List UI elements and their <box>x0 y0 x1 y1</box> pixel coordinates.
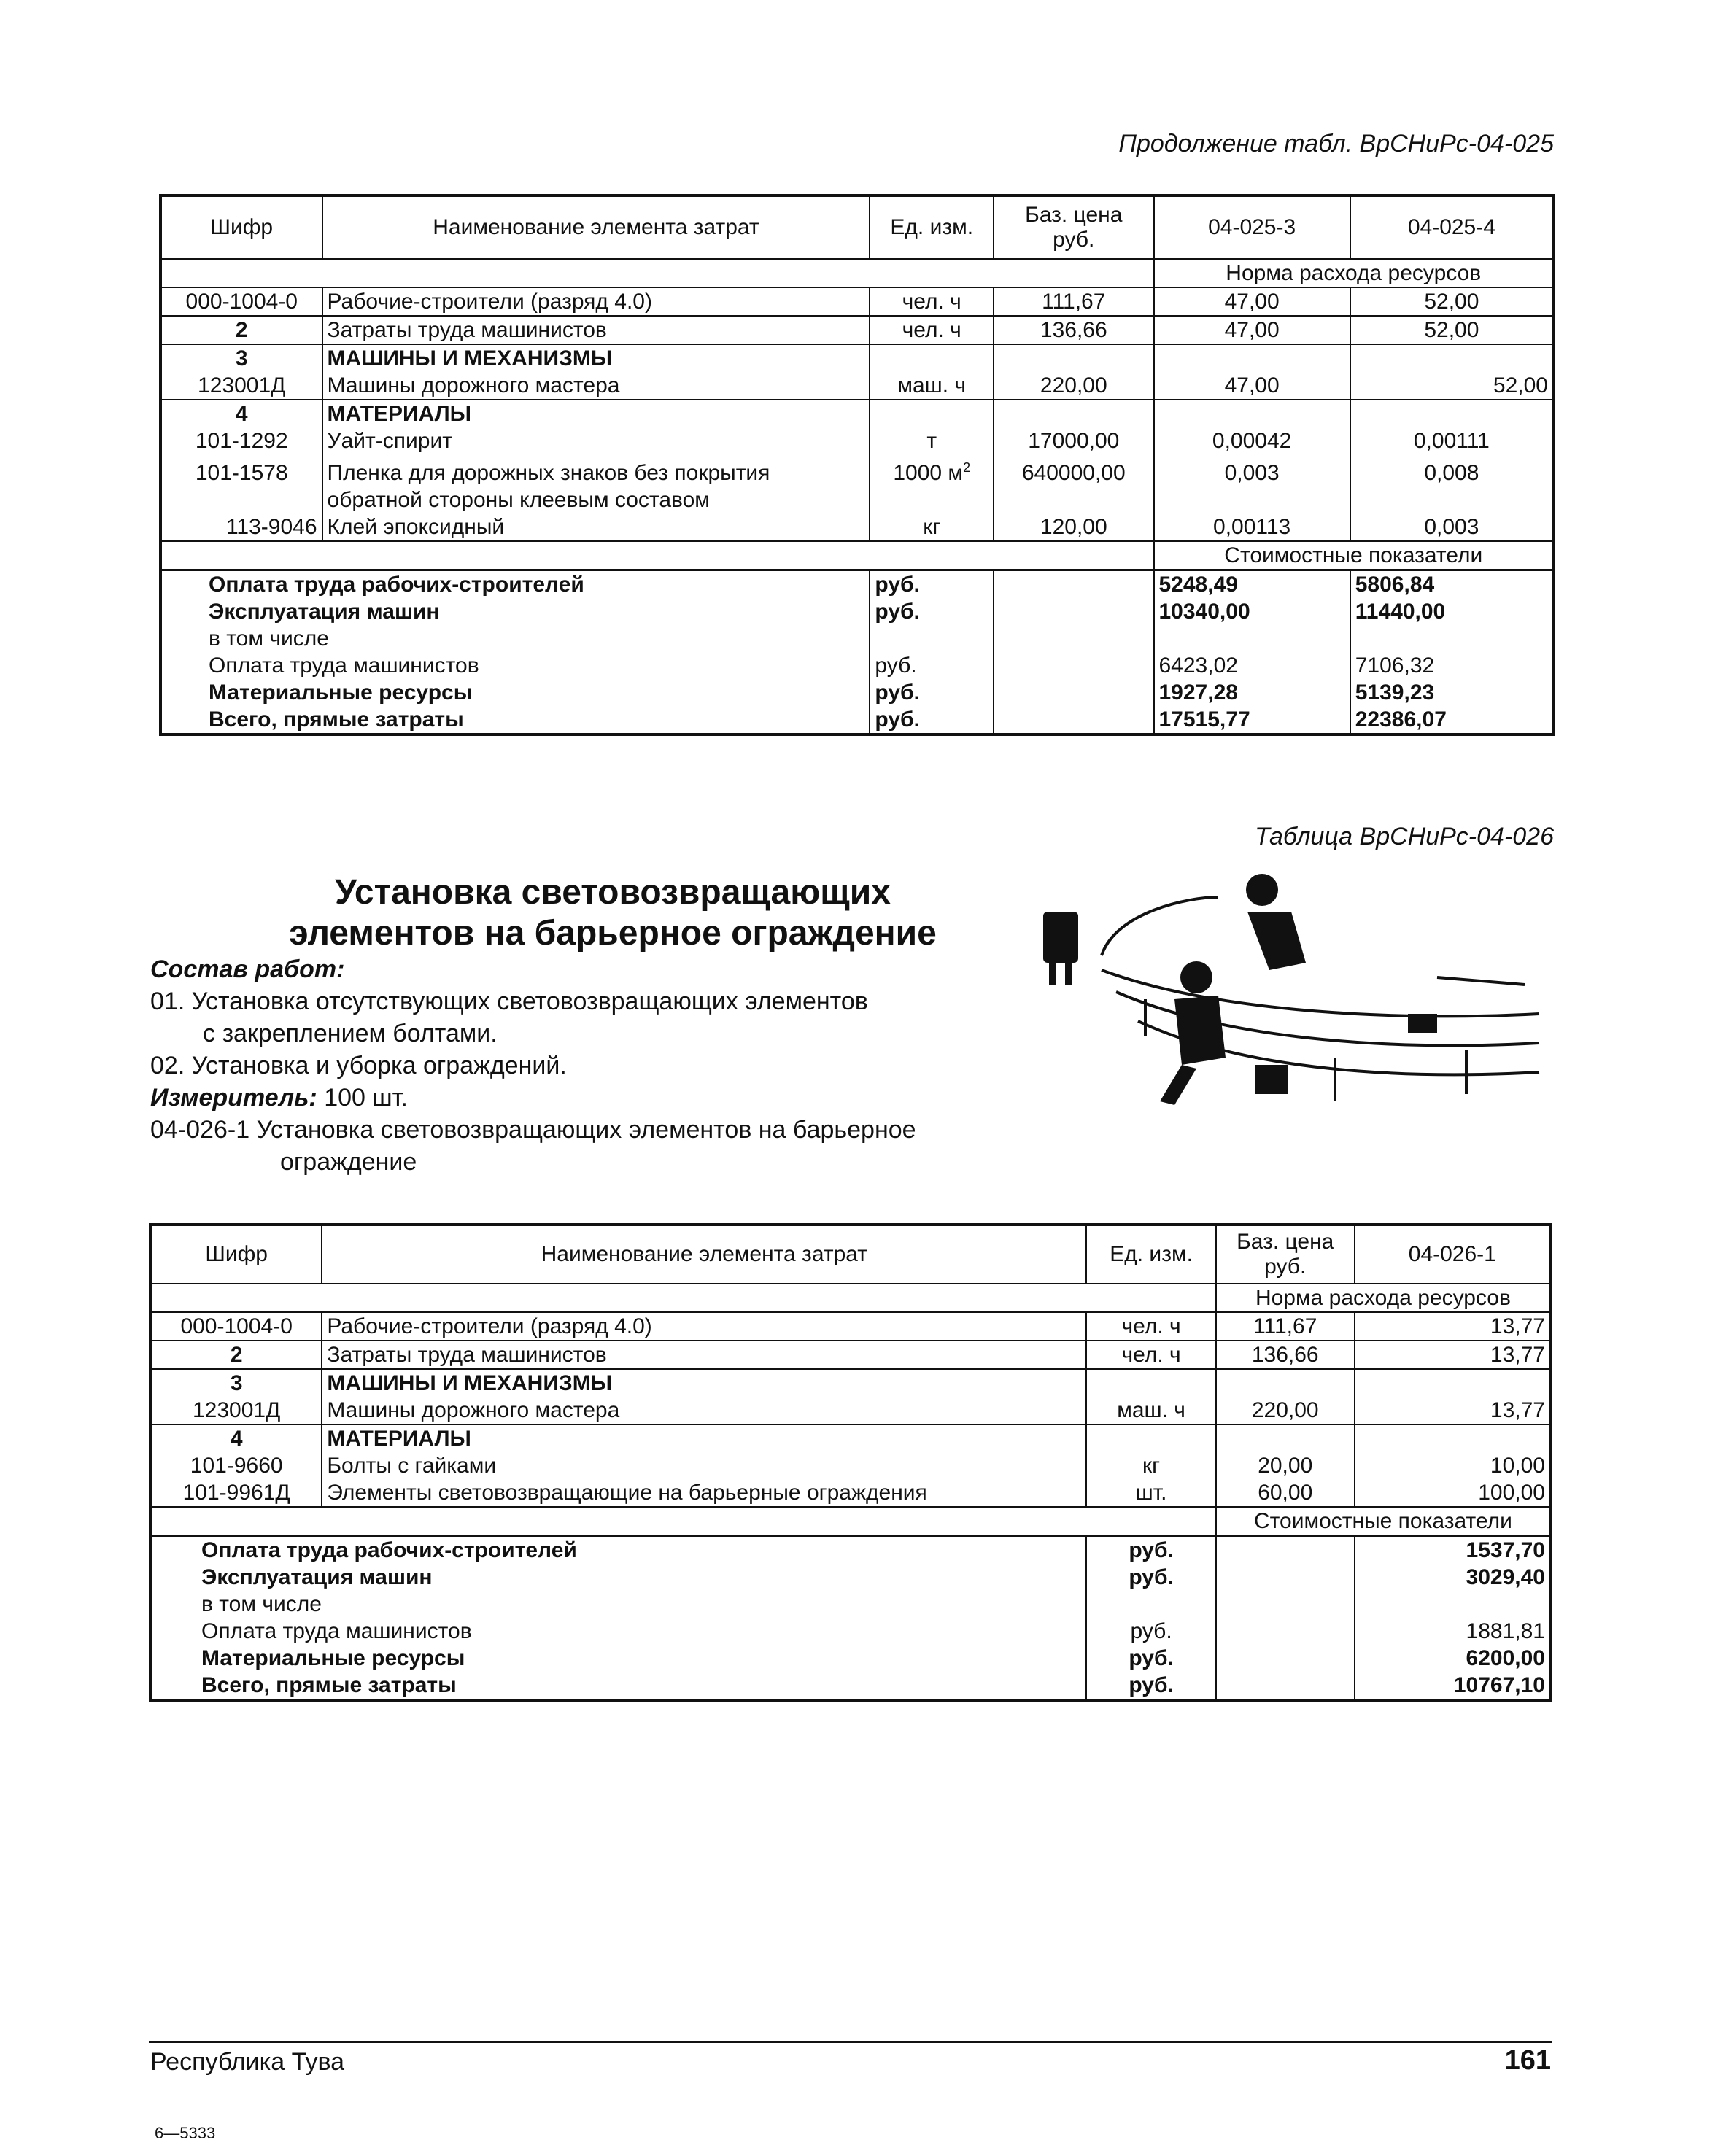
header-name: Наименование элемента затрат <box>322 1225 1086 1284</box>
workers-illustration <box>1029 868 1554 1116</box>
header-base-price: Баз. цена руб. <box>994 195 1153 259</box>
table-row: Оплата труда рабочих-строителей руб. 1537,70 <box>150 1536 1551 1564</box>
cost-table-04-025 <box>159 194 1555 736</box>
table-row: Материальные ресурсы руб. 6200,00 <box>150 1645 1551 1672</box>
cost-label: Стоимостные показатели <box>1154 541 1555 570</box>
table-row: 000-1004-0 Рабочие-строители (разряд 4.0) чел. ч 111,67 13,77 <box>150 1312 1551 1341</box>
table-row: 2 Затраты труда машинистов чел. ч 136,66 47,00 52,00 <box>160 316 1554 344</box>
table-row: Всего, прямые затраты руб. 10767,10 <box>150 1672 1551 1700</box>
table-row: 101-9660 Болты с гайками кг 20,00 10,00 <box>150 1452 1551 1479</box>
header-unit: Ед. изм. <box>1086 1225 1216 1284</box>
header-unit: Ед. изм. <box>870 195 994 259</box>
footer-rule <box>149 2041 1552 2043</box>
table-row: Эксплуатация машин руб. 10340,00 11440,00 <box>160 598 1554 625</box>
norm-label: Норма расхода ресурсов <box>1154 259 1555 287</box>
table-caption: Таблица ВрСНиРс-04-026 <box>1254 823 1554 850</box>
table-row: 2 Затраты труда машинистов чел. ч 136,66 13,77 <box>150 1341 1551 1369</box>
work-item-01: 01. Установка отсутствующих световозвращающих элементов <box>150 988 868 1015</box>
norm-label: Норма расхода ресурсов <box>1216 1284 1551 1312</box>
table-row: 101-9961Д Элементы световозвращающие на барьерные ограждения шт. 60,00 100,00 <box>150 1479 1551 1507</box>
table-row: Эксплуатация машин руб. 3029,40 <box>150 1564 1551 1591</box>
print-code: 6—5333 <box>155 2124 216 2142</box>
table-row: Материальные ресурсы руб. 1927,28 5139,23 <box>160 679 1554 706</box>
header-norm-04-025-3: 04-025-3 <box>1154 195 1350 259</box>
cost-label: Стоимостные показатели <box>1216 1507 1551 1536</box>
table-row: 3 МАШИНЫ И МЕХАНИЗМЫ <box>160 344 1554 372</box>
header-norm-04-025-4: 04-025-4 <box>1350 195 1554 259</box>
work-composition-label: Состав работ: <box>150 955 345 983</box>
table-row: 101-1578 Пленка для дорожных знаков без покрытия 1000 $м^2$ 640000,00 0,003 0,008 <box>160 454 1554 486</box>
table-row: Оплата труда машинистов руб. 1881,81 <box>150 1618 1551 1645</box>
continuation-caption: Продолжение табл. ВрСНиРс-04-025 <box>1118 130 1554 158</box>
table-row: Оплата труда машинистов руб. 6423,02 7106,32 <box>160 652 1554 679</box>
table-row: в том числе <box>160 625 1554 652</box>
code-line-cont: ограждение <box>280 1148 417 1176</box>
table-row: 123001Д Машины дорожного мастера маш. ч 220,00 47,00 52,00 <box>160 372 1554 400</box>
page-number: 161 <box>1504 2045 1551 2076</box>
code-line: 04-026-1 Установка световозвращающих элементов на барьерное <box>150 1116 916 1144</box>
table-row: обратной стороны клеевым составом <box>160 486 1554 513</box>
table-row: 3 МАШИНЫ И МЕХАНИЗМЫ <box>150 1369 1551 1397</box>
cost-table-04-026 <box>149 1223 1552 1702</box>
table-row: 101-1292 Уайт-спирит т 17000,00 0,00042 0,00111 <box>160 427 1554 454</box>
table-row: 113-9046 Клей эпоксидный кг 120,00 0,00113 0,003 <box>160 513 1554 541</box>
work-item-01-cont: с закреплением болтами. <box>203 1020 498 1047</box>
header-name: Наименование элемента затрат <box>322 195 870 259</box>
header-base-price: Баз. цена руб. <box>1216 1225 1355 1284</box>
work-item-02: 02. Установка и уборка ограждений. <box>150 1052 567 1079</box>
footer-region: Республика Тува <box>150 2048 345 2076</box>
table-row: 123001Д Машины дорожного мастера маш. ч 220,00 13,77 <box>150 1397 1551 1424</box>
table-row: 000-1004-0 Рабочие-строители (разряд 4.0) чел. ч 111,67 47,00 52,00 <box>160 287 1554 316</box>
header-norm-04-026-1: 04-026-1 <box>1355 1225 1551 1284</box>
meter-line: Измеритель: 100 шт. <box>150 1084 408 1112</box>
header-code: Шифр <box>160 195 322 259</box>
table-row: 4 МАТЕРИАЛЫ <box>160 400 1554 427</box>
table-row: в том числе <box>150 1591 1551 1618</box>
table-row: Оплата труда рабочих-строителей руб. 5248,49 5806,84 <box>160 570 1554 599</box>
header-code: Шифр <box>150 1225 322 1284</box>
table-row: Всего, прямые затраты руб. 17515,77 22386,07 <box>160 706 1554 734</box>
table-row: 4 МАТЕРИАЛЫ <box>150 1424 1551 1452</box>
section-title: Установка световозвращающих элементов на барьерное ограждение <box>289 873 937 953</box>
